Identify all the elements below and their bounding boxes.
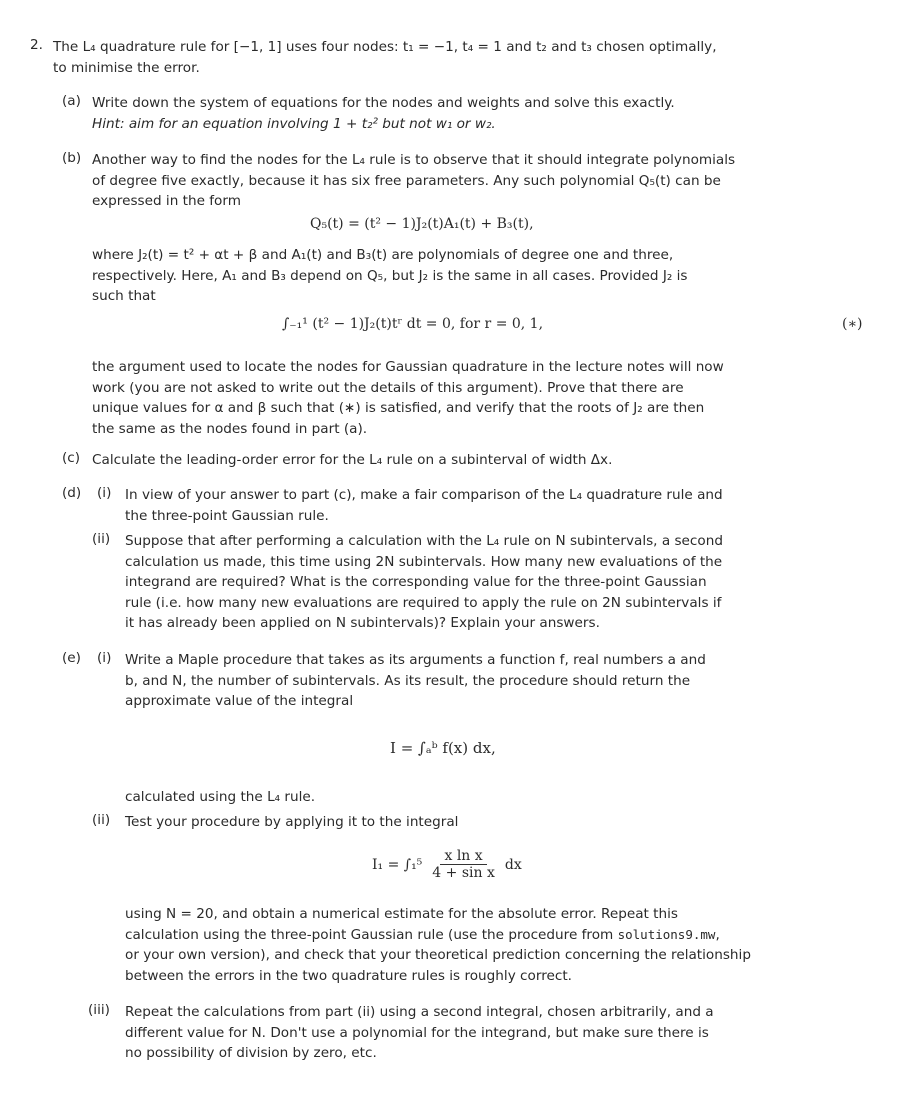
part-a-line: Write down the system of equations for the nodes and weights and solve this exactly. (92, 95, 675, 111)
part-b-line: the same as the nodes found in part (a). (92, 420, 368, 437)
part-e-ii-line: using N = 20, and obtain a numerical estimate for the absolute error. Repeat this (125, 906, 678, 922)
equation-q5: Q₅(t) = (t² − 1)J₂(t)A₁(t) + B₃(t), (310, 216, 534, 232)
part-e-i-line: b, and N, the number of subintervals. As its result, the procedure should return the (125, 672, 691, 689)
part-e-ii-line: between the errors in the two quadrature rules is roughly correct. (125, 967, 572, 984)
equation-i1-fraction (428, 848, 499, 881)
part-a-label: (a) (62, 93, 81, 109)
part-a-text (92, 93, 872, 134)
part-d-ii-line: Suppose that after performing a calculation with the L₄ rule on N subintervals, a second (125, 533, 723, 549)
part-b-line: the argument used to locate the nodes for Gaussian quadrature in the lecture notes will now (92, 359, 724, 375)
part-e-i-label: (i) (97, 650, 112, 666)
part-d-ii-line: rule (i.e. how many new evaluations are required to apply the rule on 2N subintervals if (125, 594, 722, 611)
question-number: 2. (30, 37, 43, 53)
part-e-i-text (125, 650, 875, 712)
part-e-iii-line: no possibility of division by zero, etc. (125, 1045, 377, 1061)
equation-integral-i1 (372, 848, 522, 881)
solutions-file: solutions9.mw (617, 926, 716, 942)
part-d-ii-line: integrand are required? What is the corresponding value for the three-point Gaussian (125, 574, 707, 590)
part-e-ii-line: or your own version), and check that your theoretical prediction concerning the relationship (125, 947, 751, 963)
equation-i1-left: I₁ = ∫₁⁵ (372, 856, 423, 873)
part-c-line: Calculate the leading-order error for the L₄ rule on a subinterval of width Δx. (92, 452, 613, 468)
part-e-iii-label: (iii) (88, 1002, 110, 1018)
part-d-label: (d) (62, 485, 82, 501)
part-b-line: work (you are not asked to write out the details of this argument). Prove that there are (92, 379, 684, 396)
part-e-ii-post: , (715, 926, 720, 943)
part-e-ii-intro (125, 812, 875, 833)
part-e-iii-line: different value for N. Don't use a polynomial for the integrand, but make sure there is (125, 1024, 709, 1041)
part-d-ii-text (125, 531, 875, 634)
part-b-line: respectively. Here, A₁ and B₃ depend on Q₅, but J₂ is the same in all cases. Provided J₂ is (92, 267, 688, 284)
part-e-iii-line: Repeat the calculations from part (ii) using a second integral, chosen arbitrarily, and a (125, 1004, 714, 1020)
part-b-line: expressed in the form (92, 193, 241, 209)
part-d-i-label: (i) (97, 485, 112, 501)
part-b-label: (b) (62, 150, 82, 166)
part-b-text-2 (92, 245, 874, 307)
part-d-ii-line: calculation us made, this time using 2N subintervals. How many new evaluations of the (125, 553, 723, 570)
part-c-text (92, 450, 874, 471)
part-b-line: Another way to find the nodes for the L₄ rule is to observe that it should integrate polynomials (92, 152, 736, 168)
part-e-ii-line-code (125, 925, 875, 946)
part-e-label: (e) (62, 650, 81, 666)
part-d-ii-line: it has already been applied on N subintervals)? Explain your answers. (125, 615, 600, 631)
equation-orthogonality: ∫₋₁¹ (t² − 1)J₂(t)tʳ dt = 0, for r = 0, 1, (282, 316, 544, 332)
part-e-i-line: Write a Maple procedure that takes as its arguments a function f, real numbers a and (125, 652, 706, 668)
equation-i1-dx: dx (504, 856, 522, 873)
part-e-ii-line: Test your procedure by applying it to the integral (125, 814, 459, 830)
part-e-ii-pre: calculation using the three-point Gaussian rule (use the procedure from (125, 926, 618, 943)
part-a-hint: Hint: aim for an equation involving 1 + t₂² but not w₁ or w₂. (92, 115, 496, 132)
part-e-iii-text (125, 1002, 875, 1064)
part-c-label: (c) (62, 450, 81, 466)
part-b-line: unique values for α and β such that (∗) is satisfied, and verify that the roots of J₂ are then (92, 400, 705, 416)
part-d-i-line: the three-point Gaussian rule. (125, 507, 329, 524)
part-e-ii-label: (ii) (92, 812, 111, 828)
part-b-line: such that (92, 288, 156, 304)
part-d-i-text (125, 485, 875, 526)
part-b-text-3 (92, 357, 874, 439)
equation-tag: (∗) (842, 316, 863, 332)
equation-integral-i: I = ∫ₐᵇ f(x) dx, (390, 739, 496, 757)
equation-i1-numerator: x ln x (440, 848, 486, 865)
part-e-i-line: approximate value of the integral (125, 693, 354, 709)
part-d-ii-label: (ii) (92, 531, 111, 547)
part-b-line: of degree five exactly, because it has six free parameters. Any such polynomial Q₅(t) can be (92, 172, 721, 189)
question-intro (53, 37, 873, 78)
part-b-line: where J₂(t) = t² + αt + β and A₁(t) and B₃(t) are polynomials of degree one and three, (92, 247, 674, 263)
part-e-i-after-line: calculated using the L₄ rule. (125, 789, 316, 805)
intro-line: to minimise the error. (53, 59, 200, 76)
intro-line: The L₄ quadrature rule for [−1, 1] uses four nodes: t₁ = −1, t₄ = 1 and t₂ and t₃ chosen optimally, (53, 39, 717, 55)
part-b-text-1 (92, 150, 874, 212)
part-e-i-after (125, 787, 875, 808)
part-e-ii-text (125, 904, 875, 986)
part-d-i-line: In view of your answer to part (c), make a fair comparison of the L₄ quadrature rule and (125, 487, 723, 503)
equation-i1-denominator: 4 + sin x (432, 865, 495, 881)
